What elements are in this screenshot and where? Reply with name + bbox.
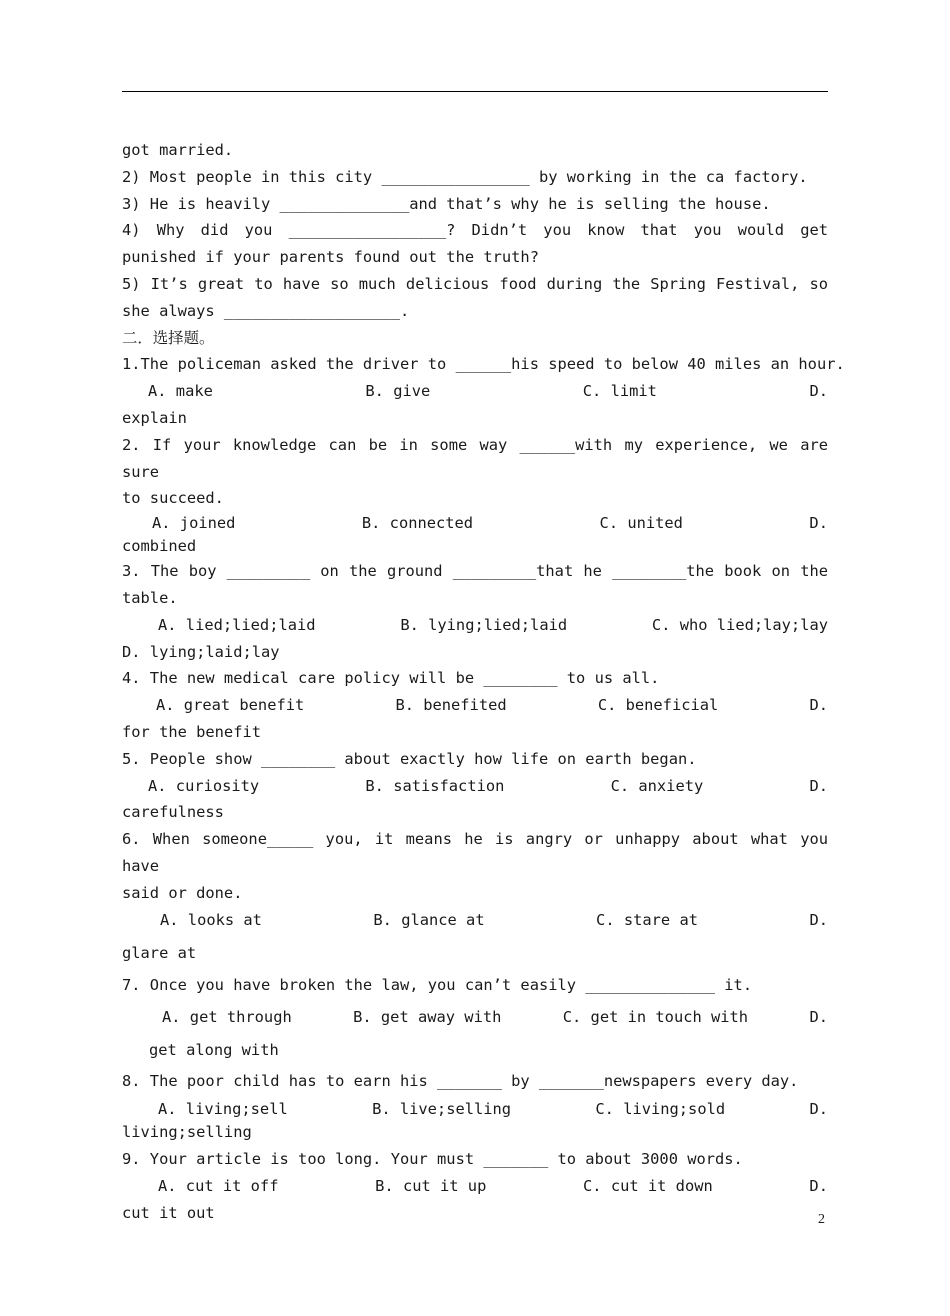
option-a: A. great benefit [156, 696, 305, 715]
option-d: D. [809, 514, 828, 533]
option-a: A. lied;lied;laid [158, 615, 316, 634]
option-b: B. cut it up [375, 1176, 487, 1195]
header-rule [122, 91, 828, 92]
question-4-options [122, 692, 828, 719]
fill-in-line-4: 4) Why did you _________________? Didn’t you know that you would get [122, 221, 828, 240]
question-3-cont: table. [122, 588, 178, 607]
option-b: B. connected [361, 514, 474, 533]
option-c: C. anxiety [610, 776, 704, 795]
question-2-options [122, 512, 828, 534]
option-c: C. who lied;lay;lay [651, 615, 828, 634]
question-3-options [122, 612, 828, 639]
question-7: 7. Once you have broken the law, you can’t easily ______________ it. [122, 976, 753, 995]
fill-in-line-6: 5) It’s great to have so much delicious food during the Spring Festival, so [122, 274, 828, 293]
question-3-option-d: D. lying;laid;lay [122, 642, 280, 661]
option-c: C. cut it down [583, 1176, 713, 1195]
option-b: B. benefited [395, 696, 507, 715]
option-c: C. beneficial [597, 696, 719, 715]
fill-in-line-2: 2) Most people in this city ________________ by working in the ca factory. [122, 167, 808, 186]
question-1-options [122, 378, 828, 405]
question-4-option-d-text: for the benefit [122, 722, 261, 741]
option-d: D. [809, 696, 828, 715]
option-c: C. united [599, 514, 683, 533]
option-a: A. joined [152, 514, 236, 533]
fill-in-line-3: 3) He is heavily ______________and that’s why he is selling the house. [122, 194, 771, 213]
option-d: D. [809, 1176, 828, 1195]
option-d: D. [809, 382, 828, 401]
option-b: B. glance at [373, 910, 485, 929]
option-c: C. stare at [596, 910, 698, 929]
option-a: A. looks at [160, 910, 262, 929]
option-b: B. lying;lied;laid [400, 615, 568, 634]
question-7-options [122, 997, 828, 1037]
option-b: B. give [365, 382, 431, 401]
question-2-option-d-text: combined [122, 537, 197, 556]
option-a: A. make [148, 382, 213, 401]
question-2-cont: to succeed. [122, 489, 224, 508]
question-6-cont: said or done. [122, 883, 243, 902]
fill-in-line-7: she always ___________________. [122, 301, 410, 320]
option-d: D. [809, 910, 828, 929]
question-2: 2. If your knowledge can be in some way ______with my experience, we are sure [122, 435, 828, 481]
section-title: 二．选择题。 [122, 328, 215, 347]
option-c: C. limit [582, 382, 657, 401]
question-1: 1.The policeman asked the driver to ______his speed to below 40 miles an hour. [122, 355, 845, 374]
question-4: 4. The new medical care policy will be ________ to us all. [122, 669, 660, 688]
question-9-option-d-text: cut it out [122, 1203, 215, 1222]
question-3: 3. The boy _________ on the ground _________that he ________the book on the [122, 562, 828, 581]
option-d: D. [809, 1008, 828, 1027]
option-a: A. get through [162, 1008, 292, 1027]
option-c: C. living;sold [595, 1100, 726, 1119]
option-b: B. get away with [353, 1008, 502, 1027]
question-5-option-d-text: carefulness [122, 803, 224, 822]
option-d: D. [809, 776, 828, 795]
option-a: A. living;sell [158, 1100, 288, 1119]
question-8-options [122, 1099, 828, 1119]
question-7-option-d-text: get along with [149, 1041, 279, 1060]
question-6-option-d-text: glare at [122, 944, 197, 963]
fill-in-line-5: punished if your parents found out the truth? [122, 248, 539, 267]
page-body [122, 137, 845, 1227]
question-6: 6. When someone_____ you, it means he is angry or unhappy about what you have [122, 830, 828, 875]
option-a: A. curiosity [148, 776, 260, 795]
question-5: 5. People show ________ about exactly how life on earth began. [122, 749, 697, 768]
question-9: 9. Your article is too long. Your must _______ to about 3000 words. [122, 1150, 743, 1169]
question-8-option-d-text: living;selling [122, 1123, 252, 1142]
fill-in-line-1: got married. [122, 141, 234, 159]
option-a: A. cut it off [158, 1176, 279, 1195]
question-9-options [122, 1173, 828, 1200]
question-5-options [122, 773, 828, 800]
option-b: B. satisfaction [365, 776, 505, 795]
question-6-options [122, 907, 828, 934]
question-8: 8. The poor child has to earn his _______ by _______newspapers every day. [122, 1072, 799, 1091]
page-number: 2 [818, 1212, 825, 1227]
option-b: B. live;selling [372, 1100, 512, 1119]
option-c: C. get in touch with [562, 1008, 749, 1027]
option-d: D. [809, 1100, 828, 1119]
question-1-option-d-text: explain [122, 408, 187, 427]
